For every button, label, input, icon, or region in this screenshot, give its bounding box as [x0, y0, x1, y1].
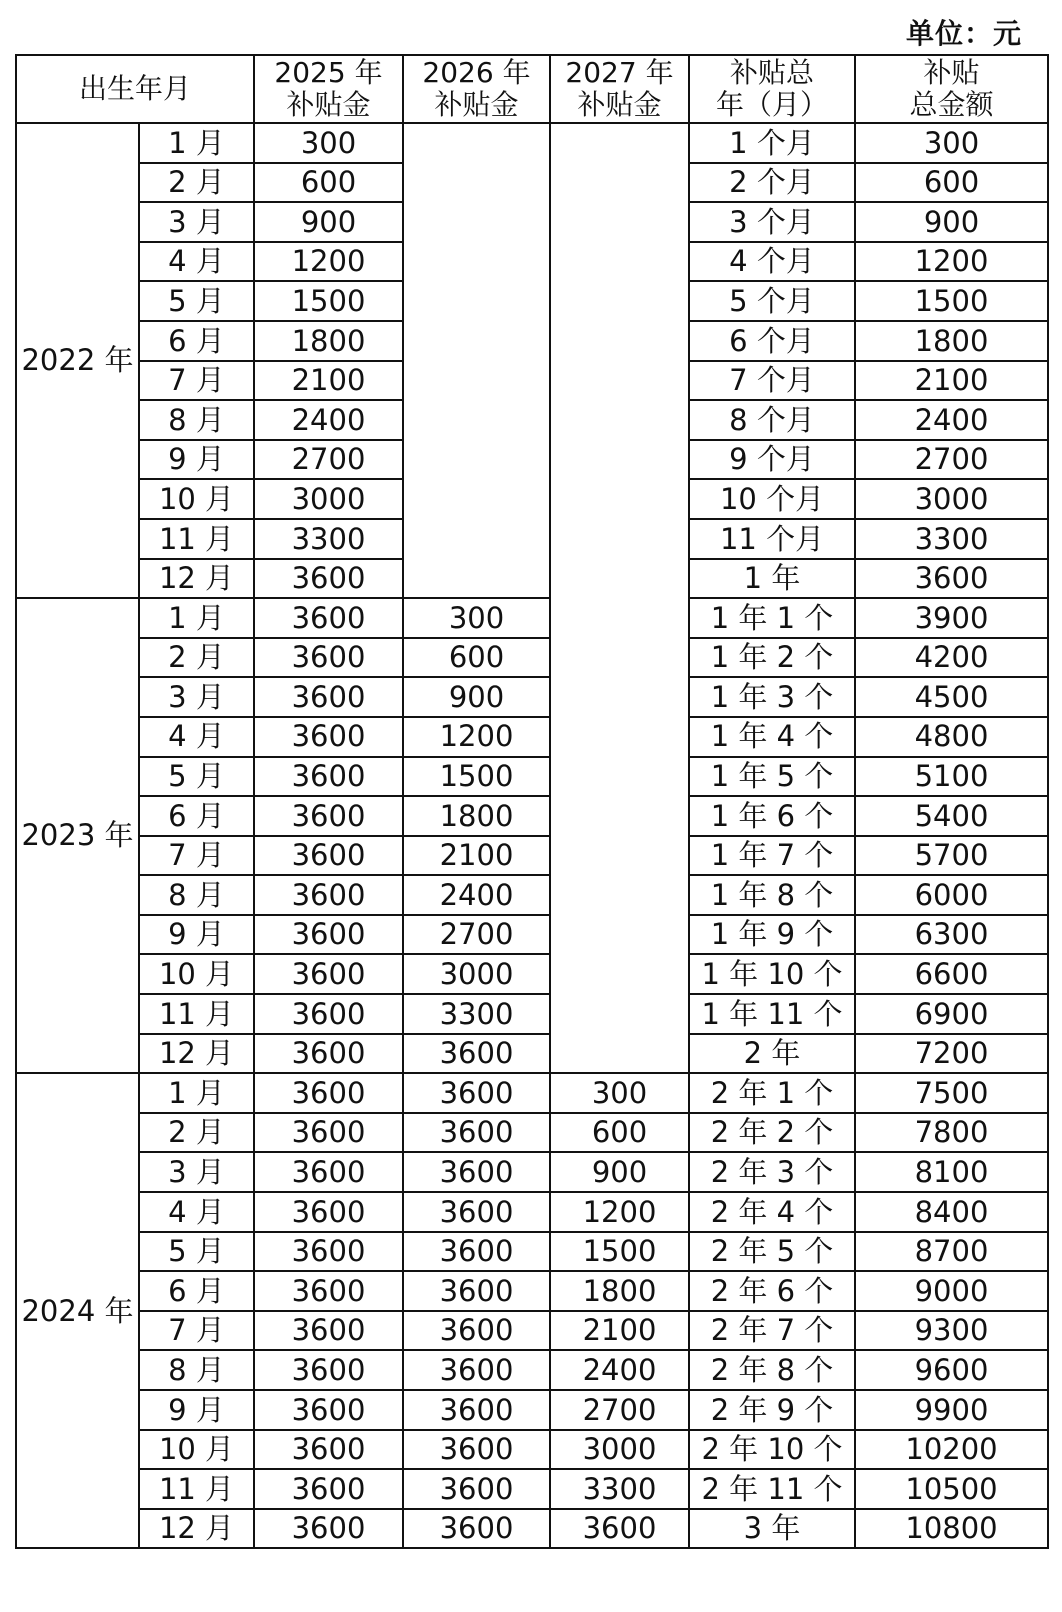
subsidy-2026-cell: 3300 — [403, 994, 550, 1034]
unit-label: 单位：元 — [905, 17, 1022, 50]
table-row — [16, 1073, 1048, 1113]
subsidy-period-cell: 1 年 10 个 — [689, 954, 855, 994]
subsidy-2025-cell: 3600 — [254, 1430, 403, 1470]
subsidy-2027-cell: 2700 — [550, 1390, 689, 1430]
subsidy-2025-cell: 1800 — [254, 321, 403, 361]
subsidy-period-cell: 2 年 5 个 — [689, 1232, 855, 1272]
subsidy-total-cell: 300 — [855, 123, 1048, 163]
birth-month-cell: 8 月 — [139, 400, 254, 440]
subsidy-period-cell: 3 个月 — [689, 202, 855, 242]
subsidy-period-cell: 2 年 1 个 — [689, 1073, 855, 1113]
birth-month-cell: 11 月 — [139, 519, 254, 559]
subsidy-2025-cell: 3600 — [254, 1034, 403, 1074]
subsidy-total-cell: 1500 — [855, 281, 1048, 321]
subsidy-2025-cell: 2100 — [254, 361, 403, 401]
subsidy-total-cell: 6300 — [855, 915, 1048, 955]
subsidy-total-cell: 7200 — [855, 1034, 1048, 1074]
table-row — [16, 875, 1048, 915]
subsidy-total-cell: 3600 — [855, 559, 1048, 599]
subsidy-total-cell: 10500 — [855, 1469, 1048, 1509]
subsidy-period-cell: 1 年 9 个 — [689, 915, 855, 955]
subsidy-2026-cell: 1200 — [403, 717, 550, 757]
table-row — [16, 1034, 1048, 1074]
birth-month-cell: 1 月 — [139, 1073, 254, 1113]
subsidy-2026-cell: 2400 — [403, 875, 550, 915]
subsidy-2025-cell: 600 — [254, 163, 403, 203]
subsidy-2026-cell: 2700 — [403, 915, 550, 955]
subsidy-period-cell: 2 年 7 个 — [689, 1311, 855, 1351]
subsidy-period-cell: 2 年 — [689, 1034, 855, 1074]
subsidy-2026-cell: 3600 — [403, 1113, 550, 1153]
subsidy-2025-cell: 900 — [254, 202, 403, 242]
subsidy-period-cell: 2 年 2 个 — [689, 1113, 855, 1153]
subsidy-2027-cell: 1800 — [550, 1271, 689, 1311]
birth-month-cell: 12 月 — [139, 559, 254, 599]
subsidy-2026-cell: 3600 — [403, 1469, 550, 1509]
subsidy-2025-cell: 3600 — [254, 638, 403, 678]
subsidy-2026-cell: 3600 — [403, 1271, 550, 1311]
subsidy-2026-cell: 300 — [403, 598, 550, 638]
subsidy-total-cell: 2400 — [855, 400, 1048, 440]
subsidy-2027-cell: 900 — [550, 1152, 689, 1192]
subsidy-total-cell: 7800 — [855, 1113, 1048, 1153]
subsidy-2027-cell: 1500 — [550, 1232, 689, 1272]
empty-2026-cell — [403, 123, 550, 598]
subsidy-period-cell: 10 个月 — [689, 479, 855, 519]
subsidy-2027-cell: 1200 — [550, 1192, 689, 1232]
subsidy-total-cell: 600 — [855, 163, 1048, 203]
birth-year-cell: 2023 年 — [16, 598, 139, 1073]
subsidy-2027-cell: 2100 — [550, 1311, 689, 1351]
birth-month-cell: 4 月 — [139, 717, 254, 757]
table-row — [16, 123, 1048, 163]
header-2026-line1: 2026 年 — [422, 55, 531, 89]
birth-month-cell: 6 月 — [139, 1271, 254, 1311]
subsidy-period-cell: 2 年 6 个 — [689, 1271, 855, 1311]
subsidy-total-cell: 7500 — [855, 1073, 1048, 1113]
subsidy-2025-cell: 3600 — [254, 1509, 403, 1549]
subsidy-2025-cell: 3600 — [254, 677, 403, 717]
birth-month-cell: 11 月 — [139, 994, 254, 1034]
subsidy-2025-cell: 3600 — [254, 1469, 403, 1509]
subsidy-2025-cell: 3600 — [254, 1390, 403, 1430]
subsidy-total-cell: 900 — [855, 202, 1048, 242]
subsidy-period-cell: 1 年 5 个 — [689, 757, 855, 797]
subsidy-2026-cell: 3600 — [403, 1034, 550, 1074]
birth-month-cell: 9 月 — [139, 1390, 254, 1430]
subsidy-total-cell: 4800 — [855, 717, 1048, 757]
subsidy-2026-cell: 1500 — [403, 757, 550, 797]
subsidy-total-cell: 2100 — [855, 361, 1048, 401]
subsidy-period-cell: 1 年 7 个 — [689, 836, 855, 876]
subsidy-total-cell: 9300 — [855, 1311, 1048, 1351]
subsidy-2025-cell: 300 — [254, 123, 403, 163]
table-row — [16, 836, 1048, 876]
birth-year-cell: 2022 年 — [16, 123, 139, 598]
subsidy-period-cell: 1 年 1 个 — [689, 598, 855, 638]
birth-month-cell: 7 月 — [139, 361, 254, 401]
subsidy-2025-cell: 3600 — [254, 994, 403, 1034]
subsidy-total-cell: 8100 — [855, 1152, 1048, 1192]
header-period-line2: 年（月） — [716, 88, 829, 121]
header-2027-subsidy — [550, 55, 689, 123]
subsidy-total-cell: 5400 — [855, 796, 1048, 836]
birth-month-cell: 11 月 — [139, 1469, 254, 1509]
birth-month-cell: 2 月 — [139, 163, 254, 203]
subsidy-2026-cell: 3600 — [403, 1152, 550, 1192]
subsidy-2025-cell: 3600 — [254, 598, 403, 638]
subsidy-total-cell: 2700 — [855, 440, 1048, 480]
table-row — [16, 1509, 1048, 1549]
subsidy-2026-cell: 3600 — [403, 1192, 550, 1232]
subsidy-2026-cell: 3000 — [403, 954, 550, 994]
birth-month-cell: 8 月 — [139, 875, 254, 915]
birth-month-cell: 2 月 — [139, 638, 254, 678]
subsidy-total-cell: 6600 — [855, 954, 1048, 994]
subsidy-total-cell: 4200 — [855, 638, 1048, 678]
table-row — [16, 1350, 1048, 1390]
table-row — [16, 1113, 1048, 1153]
subsidy-2026-cell: 600 — [403, 638, 550, 678]
subsidy-period-cell: 2 个月 — [689, 163, 855, 203]
birth-month-cell: 8 月 — [139, 1350, 254, 1390]
table-row — [16, 1469, 1048, 1509]
subsidy-2025-cell: 1200 — [254, 242, 403, 282]
table-row — [16, 1271, 1048, 1311]
subsidy-period-cell: 3 年 — [689, 1509, 855, 1549]
header-total-line1: 补贴 — [923, 55, 980, 89]
subsidy-2026-cell: 1800 — [403, 796, 550, 836]
birth-month-cell: 10 月 — [139, 954, 254, 994]
subsidy-total-cell: 3900 — [855, 598, 1048, 638]
birth-month-cell: 5 月 — [139, 757, 254, 797]
header-birth-month: 出生年月 — [16, 55, 254, 123]
subsidy-2025-cell: 3600 — [254, 1232, 403, 1272]
birth-month-cell: 5 月 — [139, 281, 254, 321]
header-total-line2: 总金额 — [909, 88, 994, 121]
birth-month-cell: 7 月 — [139, 1311, 254, 1351]
header-period-line1: 补贴总 — [730, 55, 815, 89]
subsidy-2025-cell: 3600 — [254, 559, 403, 599]
subsidy-2025-cell: 3600 — [254, 796, 403, 836]
header-2025-line2: 补贴金 — [286, 88, 371, 121]
subsidy-total-cell: 1200 — [855, 242, 1048, 282]
subsidy-total-cell: 6000 — [855, 875, 1048, 915]
birth-month-cell: 12 月 — [139, 1509, 254, 1549]
birth-month-cell: 3 月 — [139, 1152, 254, 1192]
birth-month-cell: 5 月 — [139, 1232, 254, 1272]
table-row — [16, 1232, 1048, 1272]
table-row — [16, 677, 1048, 717]
header-2026-line2: 补贴金 — [434, 88, 519, 121]
table-row — [16, 598, 1048, 638]
subsidy-2025-cell: 1500 — [254, 281, 403, 321]
subsidy-2025-cell: 3600 — [254, 1152, 403, 1192]
subsidy-2027-cell: 600 — [550, 1113, 689, 1153]
subsidy-period-cell: 2 年 10 个 — [689, 1430, 855, 1470]
subsidy-total-cell: 8700 — [855, 1232, 1048, 1272]
subsidy-period-cell: 1 年 — [689, 559, 855, 599]
subsidy-table — [15, 54, 1049, 1549]
subsidy-total-cell: 9600 — [855, 1350, 1048, 1390]
table-row — [16, 1430, 1048, 1470]
birth-month-cell: 6 月 — [139, 321, 254, 361]
birth-month-cell: 9 月 — [139, 915, 254, 955]
subsidy-2025-cell: 3600 — [254, 875, 403, 915]
subsidy-total-cell: 4500 — [855, 677, 1048, 717]
subsidy-2025-cell: 3600 — [254, 757, 403, 797]
table-row — [16, 757, 1048, 797]
subsidy-period-cell: 2 年 4 个 — [689, 1192, 855, 1232]
subsidy-total-cell: 3300 — [855, 519, 1048, 559]
birth-month-cell: 3 月 — [139, 677, 254, 717]
subsidy-2026-cell: 2100 — [403, 836, 550, 876]
subsidy-2025-cell: 3600 — [254, 1311, 403, 1351]
birth-month-cell: 12 月 — [139, 1034, 254, 1074]
subsidy-period-cell: 1 年 4 个 — [689, 717, 855, 757]
subsidy-total-cell: 9900 — [855, 1390, 1048, 1430]
header-2026-subsidy — [403, 55, 550, 123]
birth-year-cell: 2024 年 — [16, 1073, 139, 1548]
subsidy-2026-cell: 3600 — [403, 1311, 550, 1351]
table-row — [16, 1192, 1048, 1232]
header-2027-line1: 2027 年 — [565, 55, 674, 89]
table-body — [16, 123, 1048, 1548]
subsidy-2025-cell: 2400 — [254, 400, 403, 440]
header-2025-subsidy — [254, 55, 403, 123]
table-row — [16, 1390, 1048, 1430]
table-row — [16, 717, 1048, 757]
subsidy-2027-cell: 3600 — [550, 1509, 689, 1549]
subsidy-period-cell: 9 个月 — [689, 440, 855, 480]
birth-month-cell: 6 月 — [139, 796, 254, 836]
subsidy-total-cell: 5100 — [855, 757, 1048, 797]
subsidy-period-cell: 2 年 8 个 — [689, 1350, 855, 1390]
subsidy-2025-cell: 3600 — [254, 836, 403, 876]
subsidy-2025-cell: 3600 — [254, 1113, 403, 1153]
birth-month-cell: 4 月 — [139, 1192, 254, 1232]
table-row — [16, 954, 1048, 994]
birth-month-cell: 9 月 — [139, 440, 254, 480]
subsidy-total-cell: 6900 — [855, 994, 1048, 1034]
subsidy-period-cell: 2 年 11 个 — [689, 1469, 855, 1509]
subsidy-2025-cell: 3600 — [254, 954, 403, 994]
birth-month-cell: 2 月 — [139, 1113, 254, 1153]
subsidy-period-cell: 2 年 9 个 — [689, 1390, 855, 1430]
subsidy-2026-cell: 3600 — [403, 1232, 550, 1272]
table-row — [16, 638, 1048, 678]
subsidy-2027-cell: 3300 — [550, 1469, 689, 1509]
subsidy-total-cell: 9000 — [855, 1271, 1048, 1311]
subsidy-2025-cell: 3600 — [254, 717, 403, 757]
birth-month-cell: 3 月 — [139, 202, 254, 242]
header-row — [16, 55, 1048, 123]
subsidy-2026-cell: 900 — [403, 677, 550, 717]
subsidy-period-cell: 7 个月 — [689, 361, 855, 401]
subsidy-2025-cell: 3600 — [254, 1192, 403, 1232]
subsidy-total-cell: 10800 — [855, 1509, 1048, 1549]
subsidy-2027-cell: 300 — [550, 1073, 689, 1113]
header-2025-line1: 2025 年 — [274, 55, 383, 89]
table-row — [16, 994, 1048, 1034]
table-row — [16, 1311, 1048, 1351]
empty-2027-cell — [550, 123, 689, 1073]
subsidy-period-cell: 1 个月 — [689, 123, 855, 163]
subsidy-period-cell: 1 年 8 个 — [689, 875, 855, 915]
subsidy-period-cell: 5 个月 — [689, 281, 855, 321]
subsidy-period-cell: 1 年 3 个 — [689, 677, 855, 717]
subsidy-2027-cell: 2400 — [550, 1350, 689, 1390]
subsidy-period-cell: 6 个月 — [689, 321, 855, 361]
subsidy-period-cell: 1 年 11 个 — [689, 994, 855, 1034]
birth-month-cell: 4 月 — [139, 242, 254, 282]
subsidy-2026-cell: 3600 — [403, 1509, 550, 1549]
subsidy-2027-cell: 3000 — [550, 1430, 689, 1470]
table-row — [16, 796, 1048, 836]
subsidy-total-cell: 10200 — [855, 1430, 1048, 1470]
table-row — [16, 915, 1048, 955]
subsidy-period-cell: 1 年 6 个 — [689, 796, 855, 836]
subsidy-2026-cell: 3600 — [403, 1073, 550, 1113]
subsidy-2025-cell: 3300 — [254, 519, 403, 559]
birth-month-cell: 7 月 — [139, 836, 254, 876]
subsidy-2026-cell: 3600 — [403, 1350, 550, 1390]
subsidy-2025-cell: 3600 — [254, 1350, 403, 1390]
birth-month-cell: 10 月 — [139, 479, 254, 519]
subsidy-2025-cell: 3600 — [254, 1073, 403, 1113]
subsidy-2026-cell: 3600 — [403, 1390, 550, 1430]
birth-month-cell: 1 月 — [139, 123, 254, 163]
table-row — [16, 1152, 1048, 1192]
subsidy-period-cell: 8 个月 — [689, 400, 855, 440]
subsidy-period-cell: 2 年 3 个 — [689, 1152, 855, 1192]
subsidy-total-cell: 1800 — [855, 321, 1048, 361]
subsidy-total-cell: 3000 — [855, 479, 1048, 519]
subsidy-total-cell: 8400 — [855, 1192, 1048, 1232]
subsidy-period-cell: 1 年 2 个 — [689, 638, 855, 678]
subsidy-2025-cell: 3600 — [254, 915, 403, 955]
subsidy-2025-cell: 3600 — [254, 1271, 403, 1311]
subsidy-2025-cell: 2700 — [254, 440, 403, 480]
subsidy-total-cell: 5700 — [855, 836, 1048, 876]
birth-month-cell: 1 月 — [139, 598, 254, 638]
subsidy-2026-cell: 3600 — [403, 1430, 550, 1470]
header-subsidy-total — [855, 55, 1048, 123]
header-2027-line2: 补贴金 — [577, 88, 662, 121]
subsidy-period-cell: 4 个月 — [689, 242, 855, 282]
subsidy-2025-cell: 3000 — [254, 479, 403, 519]
header-subsidy-period — [689, 55, 855, 123]
birth-month-cell: 10 月 — [139, 1430, 254, 1470]
subsidy-period-cell: 11 个月 — [689, 519, 855, 559]
